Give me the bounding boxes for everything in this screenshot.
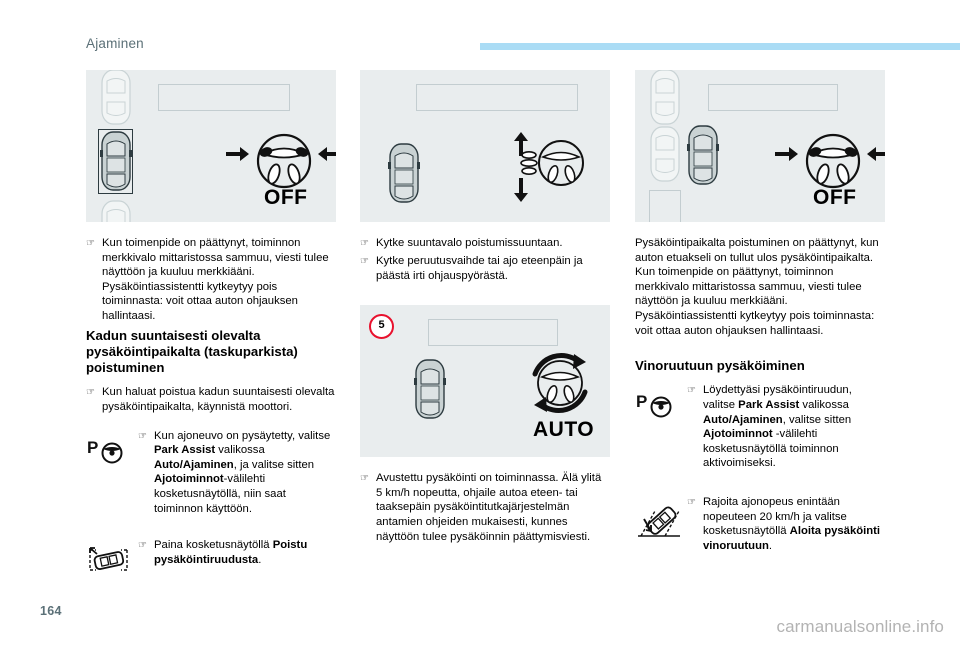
bullet-item bbox=[360, 471, 610, 544]
pointing-hand-icon: ☞ bbox=[86, 387, 95, 399]
empty-parking-slot bbox=[649, 190, 681, 222]
car-ego bbox=[414, 358, 446, 420]
step-number-badge: 5 bbox=[369, 314, 394, 339]
column-2-bullets-2 bbox=[360, 471, 610, 544]
arrow-up-icon bbox=[513, 132, 529, 161]
bullet-item bbox=[360, 236, 610, 251]
bullet-text: Kun ajoneuvo on pysäytetty, valitse Park Assist valikossa Auto/Ajaminen, ja valitse sitten Ajotoiminnot-välilehti kosketusnäytöllä, niin saat toiminnon käyttöön. bbox=[154, 429, 331, 515]
display-screen-outline bbox=[428, 319, 558, 346]
bullet-item bbox=[360, 254, 610, 283]
instruction-block-park-assist-angled bbox=[635, 383, 885, 471]
car-outline-ghost bbox=[649, 70, 681, 126]
section-heading-angled-parking: Vinoruutuun pysäköiminen bbox=[635, 358, 805, 374]
steering-wheel-release-icon bbox=[536, 138, 586, 193]
pointing-hand-icon: ☞ bbox=[687, 385, 696, 397]
column-3-paragraphs bbox=[635, 236, 885, 338]
header-rule bbox=[480, 43, 960, 50]
column-2 bbox=[360, 70, 610, 544]
bullet-item bbox=[687, 383, 885, 471]
pointing-hand-icon: ☞ bbox=[86, 238, 95, 249]
illustration-panel-2 bbox=[360, 70, 610, 222]
bullet-item bbox=[138, 538, 336, 567]
pointing-hand-icon: ☞ bbox=[360, 256, 369, 267]
bullet-text: Kun toimenpide on päättynyt, toiminnon merkkivalo mittaristossa sammuu, viesti tulee näyttöön ja kuuluu merkkiääni. Pysäköintiassistentti kytkeytyy pois toiminnasta: voit ottaa auton ohjauksen hallintaasi. bbox=[102, 237, 329, 322]
section-heading-parallel-exit: Kadun suuntaisesti olevalta pysäköintipaikalta (taskuparkista) poistuminen bbox=[86, 327, 298, 376]
column-1-bullets bbox=[86, 236, 336, 324]
wheel-state-label: OFF bbox=[813, 186, 857, 209]
pointing-hand-icon: ☞ bbox=[687, 497, 696, 509]
bullet-text: Kytke peruutusvaihde tai ajo eteenpäin ja päästä irti ohjauspyörästä. bbox=[376, 255, 583, 282]
pointing-hand-icon: ☞ bbox=[360, 473, 369, 485]
column-3 bbox=[635, 70, 885, 553]
paragraph: Kun toimenpide on päättynyt, toiminnon merkkivalo mittaristossa sammuu, viesti tulee näyttöön ja kuuluu merkkiääni. bbox=[635, 266, 862, 308]
svg-text:P: P bbox=[636, 392, 648, 412]
column-2-bullets bbox=[360, 236, 610, 283]
car-angled-parking-icon bbox=[635, 495, 687, 541]
instruction-block-park-assist bbox=[86, 429, 336, 517]
bullet-text: Avustettu pysäköinti on toiminnassa. Älä ylitä 5 km/h nopeutta, ohjaile autoa eteen- tai taaksepäin pysäköintitutkajärjestelmän antamien ohjeiden mukaisesti, kunnes näyttöön tulee pysäköinnin päättymisviesti. bbox=[376, 472, 602, 543]
display-screen-outline bbox=[158, 84, 290, 111]
car-ego bbox=[687, 124, 719, 186]
display-screen-outline bbox=[416, 84, 578, 111]
car-ego bbox=[100, 130, 132, 192]
wheel-state-label: OFF bbox=[264, 186, 308, 209]
arrow-right-icon bbox=[775, 146, 799, 167]
instruction-block-exit-space bbox=[86, 538, 336, 576]
svg-text:P: P bbox=[87, 437, 99, 457]
arrow-right-icon bbox=[226, 146, 250, 167]
bullet-text: Paina kosketusnäytöllä Poistu pysäköintiruudusta. bbox=[154, 539, 308, 566]
bullet-item bbox=[86, 236, 336, 324]
park-assist-p-icon bbox=[635, 383, 687, 419]
bullet-text: Kytke suuntavalo poistumissuuntaan. bbox=[376, 237, 563, 249]
steering-wheel-auto-icon bbox=[530, 350, 590, 427]
arrow-left-icon bbox=[317, 146, 336, 167]
arrow-left-icon bbox=[866, 146, 885, 167]
park-assist-p-icon bbox=[86, 429, 138, 465]
bullet-item bbox=[687, 495, 885, 553]
pointing-hand-icon: ☞ bbox=[360, 238, 369, 249]
bullet-text: Löydettyäsi pysäköintiruudun, valitse Park Assist valikossa Auto/Ajaminen, valitse sitten Ajotoiminnot -välilehti kosketusnäytöllä toiminnon aktivoimiseksi. bbox=[703, 384, 852, 470]
car-outline-ghost bbox=[649, 125, 681, 183]
bullet-text: Kun haluat poistua kadun suuntaisesti olevalta pysäköintipaikalta, käynnistä moottori. bbox=[102, 386, 335, 414]
watermark: carmanualsonline.info bbox=[776, 617, 944, 636]
pointing-hand-icon: ☞ bbox=[138, 430, 147, 442]
bullet-item bbox=[138, 429, 336, 517]
pointing-hand-icon: ☞ bbox=[138, 540, 147, 552]
car-outline-ghost bbox=[100, 199, 132, 222]
page-number: 164 bbox=[40, 604, 62, 618]
illustration-panel-4 bbox=[635, 70, 885, 222]
display-screen-outline bbox=[708, 84, 838, 111]
column-1 bbox=[86, 70, 336, 576]
illustration-panel-3 bbox=[360, 305, 610, 457]
paragraph: Pysäköintipaikalta poistuminen on päättynyt, kun auton etuakseli on tullut ulos pysäköintipaikalta. bbox=[635, 237, 879, 264]
car-ego bbox=[388, 142, 420, 204]
car-exit-parking-space-icon bbox=[86, 538, 138, 576]
arrow-down-icon bbox=[513, 178, 529, 207]
instruction-block-angled-speed bbox=[635, 495, 885, 553]
chapter-title: Ajaminen bbox=[86, 36, 144, 51]
bullet-item bbox=[86, 385, 336, 414]
illustration-panel-1 bbox=[86, 70, 336, 222]
paragraph: Pysäköintiassistentti kytkeytyy pois toiminnasta: voit ottaa auton ohjauksen hallintaasi. bbox=[635, 309, 875, 337]
wheel-state-label: AUTO bbox=[533, 418, 595, 442]
car-outline-ghost bbox=[100, 70, 132, 126]
column-1-bullets-2 bbox=[86, 385, 336, 414]
bullet-text: Rajoita ajonopeus enintään nopeuteen 20 km/h ja valitse kosketusnäytöllä Aloita pysäköinti vinoruutuun. bbox=[703, 496, 881, 552]
